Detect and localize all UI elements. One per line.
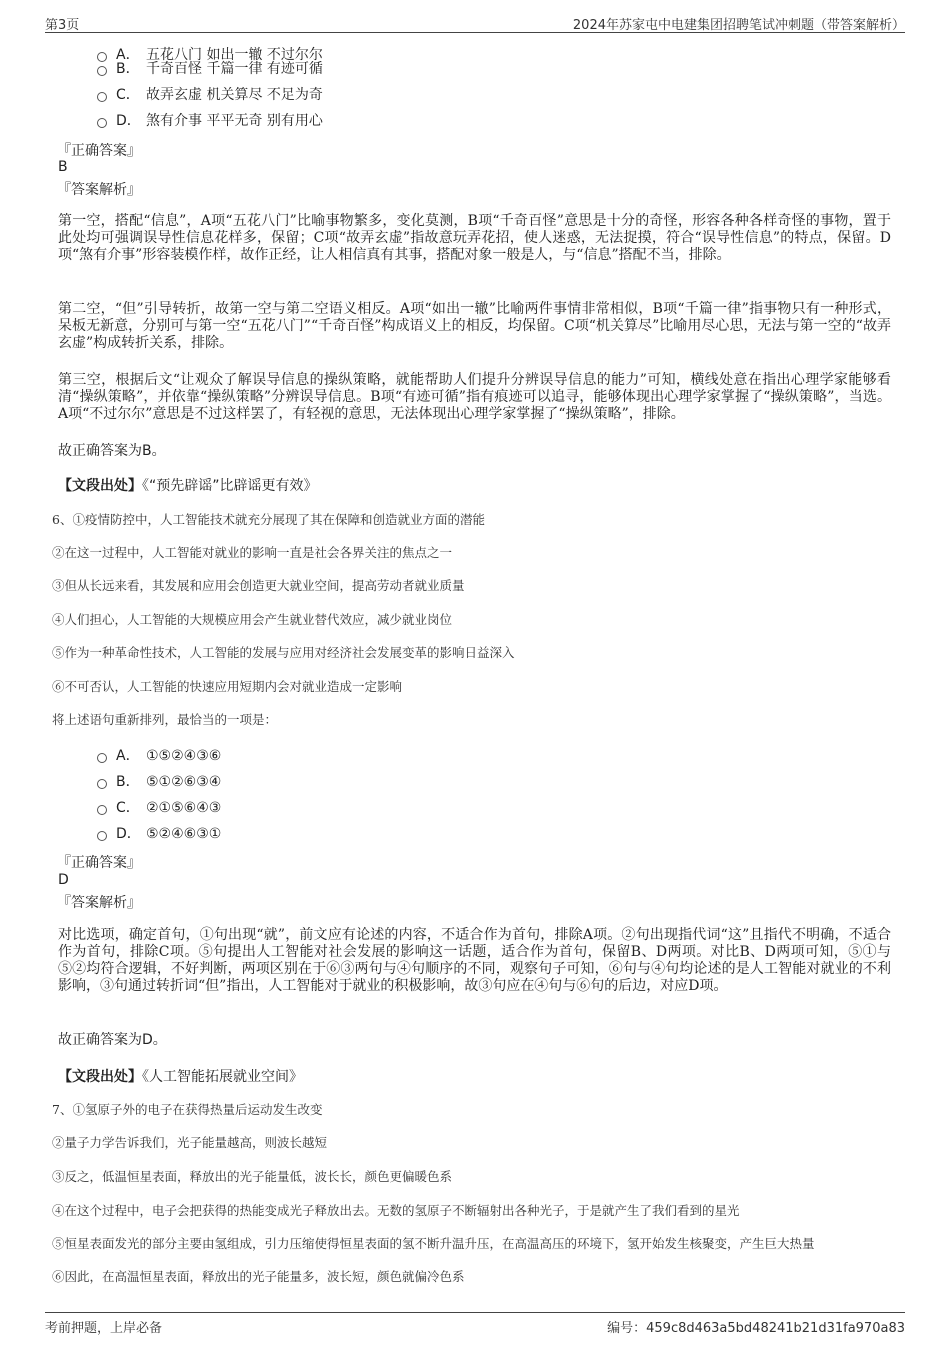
q6-analysis-para: 对比选项，确定首句，①句出现“就”，前文应有论述的内容，不适合作为首句，排除A项。②句出现指代词“这”且指代不明确，不适合作为首句，排除C项。⑤句提出人工智能对社会发展的影响这一话题，适合作为首句，保留B、D两项。对比B、D两项可知，⑤①与⑤②均符合逻辑，不好判断，两项区别在于⑥③两句与④句顺序的不同，观察句子可知，⑥句与④句均论述的是人工智能对就业的不利影响，③句通过转折词“但”指出，人工智能对于就业的积极影响，故③句应在④句与⑥句的后边，对应D项。 (58, 927, 891, 994)
page-number: 第3页 (45, 18, 80, 33)
q6-option-a[interactable]: A． ①⑤②④③⑥ (97, 746, 221, 766)
page-footer (45, 1312, 905, 1335)
q6-source (58, 1066, 303, 1086)
source-label: 【文段出处】 (58, 1069, 142, 1085)
radio-icon[interactable] (97, 66, 107, 76)
q5-analysis-para-1: 第一空，搭配“信息”，A项“五花八门”比喻事物繁多，变化莫测，B项“千奇百怪”意思是十分的奇怪，形容各种各样奇怪的事物，置于此处均可强调误导性信息花样多，保留；C项“故弄玄虚”指故意玩弄花招，使人迷惑，无法捉摸，符合“误导性信息”的特点，保留。D项“煞有介事”形容装模作样，故作正经，让人相信真有其事，搭配对象一般是人，与“信息”搭配不当，排除。 (58, 213, 891, 263)
document-id: 编号：459c8d463a5bd48241b21d31fa970a83 (607, 1321, 905, 1336)
radio-icon[interactable] (97, 805, 107, 815)
radio-icon[interactable] (97, 831, 107, 841)
q6-option-b[interactable]: B． ⑤①②⑥③④ (97, 772, 221, 792)
q6-option-c[interactable]: C． ②①⑤⑥④③ (97, 798, 221, 818)
q6-analysis-label: 『答案解析』 (57, 895, 141, 911)
q6-sentence: ⑥不可否认，人工智能的快速应用短期内会对就业造成一定影响 (52, 679, 403, 694)
radio-icon[interactable] (97, 753, 107, 763)
radio-icon[interactable] (97, 92, 107, 102)
source-title: 《人工智能拓展就业空间》 (142, 1069, 303, 1085)
q5-option-b[interactable]: B． 千奇百怪 千篇一律 有迹可循 (97, 59, 323, 79)
q6-answer-label: 『正确答案』 (57, 855, 141, 871)
radio-icon[interactable] (97, 118, 107, 128)
q6-answer: D (58, 872, 69, 888)
q6-prompt: 将上述语句重新排列，最恰当的一项是： (52, 712, 278, 727)
page-header (45, 12, 905, 33)
source-title: 《“预先辟谣”比辟谣更有效》 (142, 478, 318, 494)
q5-option-d[interactable]: D． 煞有介事 平平无奇 别有用心 (97, 111, 323, 131)
q5-source (58, 475, 318, 495)
q6-sentence: ④人们担心，人工智能的大规模应用会产生就业替代效应，减少就业岗位 (52, 612, 453, 627)
q6-sentence: ②在这一过程中，人工智能对就业的影响一直是社会各界关注的焦点之一 (52, 545, 453, 560)
q6-conclusion: 故正确答案为D。 (58, 1032, 167, 1048)
q6-sentence: ⑤作为一种革命性技术，人工智能的发展与应用对经济社会发展变革的影响日益深入 (52, 645, 515, 660)
q5-conclusion: 故正确答案为B。 (58, 443, 166, 459)
q7-sentence: ⑤恒星表面发光的部分主要由氢组成，引力压缩使得恒星表面的氢不断升温升压，在高温高压的环境下，氢开始发生核聚变，产生巨大热量 (52, 1236, 815, 1251)
source-label: 【文段出处】 (58, 478, 142, 494)
q5-analysis-para-3: 第三空，根据后文“让观众了解误导信息的操纵策略，就能帮助人们提升分辨误导信息的能力”可知，横线处意在指出心理学家能够看清“操纵策略”，并依靠“操纵策略”分辨误导信息。B项“有迹可循”指有痕迹可以追寻，能够体现出心理学家掌握了“操纵策略”，当选。A项“不过尔尔”意思是不过这样罢了，有轻视的意思，无法体现出心理学家掌握了“操纵策略”，排除。 (58, 372, 891, 422)
document-title: 2024年苏家屯中电建集团招聘笔试冲刺题（带答案解析） (572, 18, 905, 33)
q5-option-c[interactable]: C． 故弄玄虚 机关算尽 不足为奇 (97, 85, 323, 105)
q5-analysis-para-2: 第二空，“但”引导转折，故第一空与第二空语义相反。A项“如出一辙”比喻两件事情非常相似，B项“千篇一律”指事物只有一种形式，呆板无新意，分别可与第一空“五花八门”“千奇百怪”构成语义上的相反，均保留。C项“机关算尽”比喻用尽心思，无法与第一空的“故弄玄虚”构成转折关系，排除。 (58, 301, 891, 351)
q5-option-a[interactable]: A． 五花八门 如出一辙 不过尔尔 (97, 45, 323, 65)
q6-sentence: 6、①疫情防控中，人工智能技术就充分展现了其在保障和创造就业方面的潜能 (52, 512, 485, 527)
q7-sentence: 7、①氢原子外的电子在获得热量后运动发生改变 (52, 1102, 323, 1117)
q5-answer: B (58, 159, 68, 175)
q5-analysis-label: 『答案解析』 (57, 182, 141, 198)
q7-sentence: ②量子力学告诉我们，光子能量越高，则波长越短 (52, 1135, 328, 1150)
q7-sentence: ⑥因此，在高温恒星表面，释放出的光子能量多，波长短，颜色就偏冷色系 (52, 1269, 465, 1284)
radio-icon[interactable] (97, 779, 107, 789)
q6-sentence: ③但从长远来看，其发展和应用会创造更大就业空间，提高劳动者就业质量 (52, 578, 465, 593)
q6-option-d[interactable]: D． ⑤②④⑥③① (97, 824, 221, 844)
q7-sentence: ③反之，低温恒星表面，释放出的光子能量低，波长长，颜色更偏暖色系 (52, 1169, 453, 1184)
q5-answer-label: 『正确答案』 (57, 143, 141, 159)
q7-sentence: ④在这个过程中，电子会把获得的热能变成光子释放出去。无数的氢原子不断辐射出各种光子，于是就产生了我们看到的星光 (52, 1203, 740, 1218)
footer-slogan: 考前押题，上岸必备 (45, 1321, 163, 1336)
